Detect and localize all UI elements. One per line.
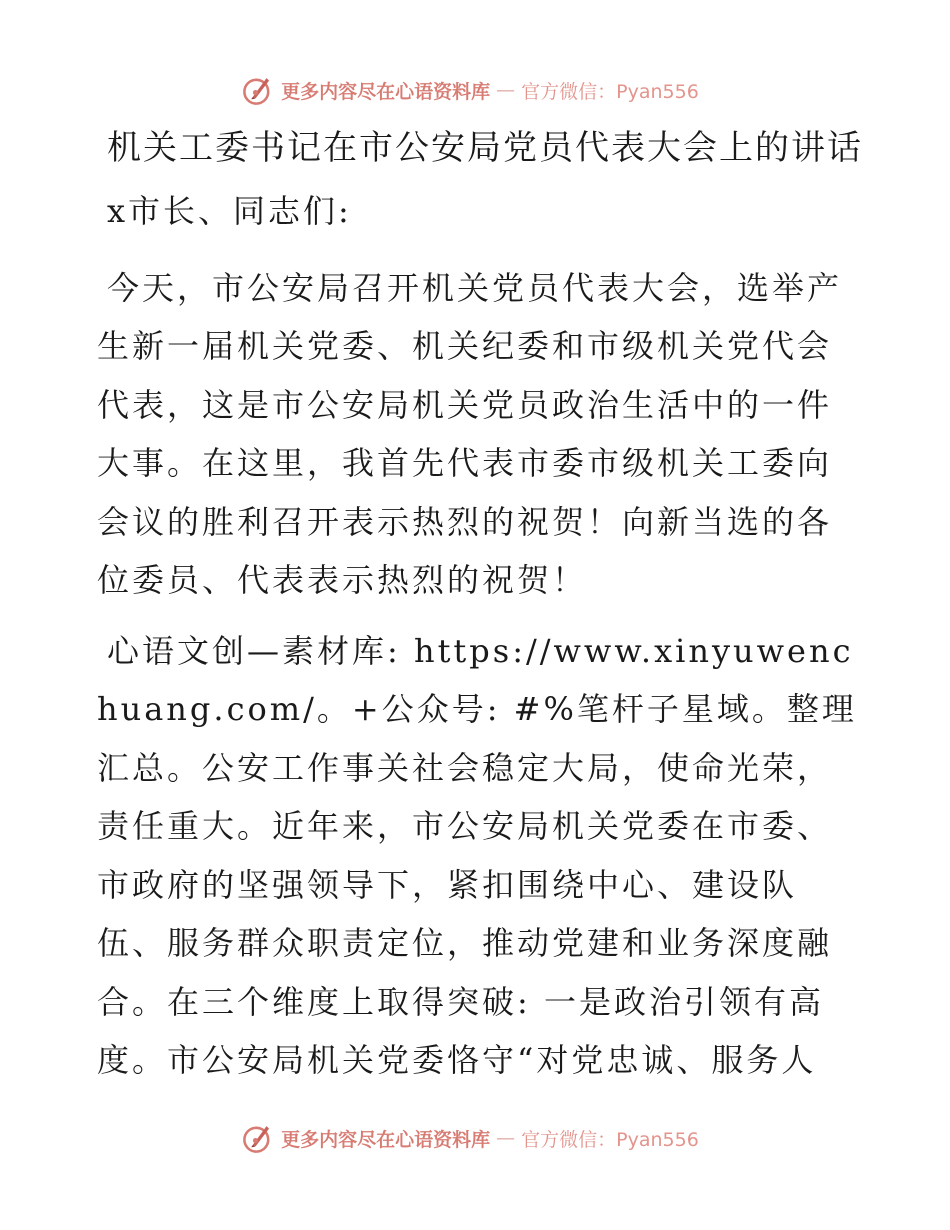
- watermark-dash: —: [496, 79, 516, 101]
- watermark-inner: [241, 73, 699, 107]
- watermark-dash: —: [496, 1127, 516, 1149]
- footer-watermark: [0, 1118, 950, 1158]
- paragraph-2: 心语文创—素材库: https://www.xinyuwenchuang.com/。+公众号: #%笔杆子星域。整理汇总。公安工作事关社会稳定大局，使命光荣，责任重大。近年来，市公安局机关党委在市委、市政府的坚强领导下，紧扣围绕中心、建设队伍、服务群众职责定位，推动党建和业务深度融合。在三个维度上取得突破: 一是政治引领有高度。市公安局机关党委恪守“对党忠诚、服务人: [97, 631, 857, 1079]
- document-title: 机关工委书记在市公安局党员代表大会上的讲话: [107, 128, 863, 168]
- document-body: [97, 124, 863, 1102]
- paragraph-1: 今天，市公安局召开机关党员代表大会，选举产生新一届机关党委、机关纪委和市级机关党代会代表，这是市公安局机关党员政治生活中的一件大事。在这里，我首先代表市委市级机关工委向会议的胜利召开表示热烈的祝贺！向新当选的各位委员、代表表示热烈的祝贺！: [97, 268, 843, 599]
- watermark-wechat-text: 官方微信：Pyan556: [521, 1128, 699, 1151]
- watermark-brand-text: 更多内容尽在心语资料库: [281, 80, 491, 103]
- quill-circle-logo-icon: [241, 1121, 275, 1155]
- watermark-inner: [241, 1121, 699, 1155]
- header-watermark: [0, 70, 950, 110]
- watermark-wechat-text: 官方微信：Pyan556: [521, 80, 699, 103]
- salutation: x市长、同志们:: [107, 192, 352, 230]
- watermark-brand-text: 更多内容尽在心语资料库: [281, 1128, 491, 1151]
- quill-circle-logo-icon: [241, 73, 275, 107]
